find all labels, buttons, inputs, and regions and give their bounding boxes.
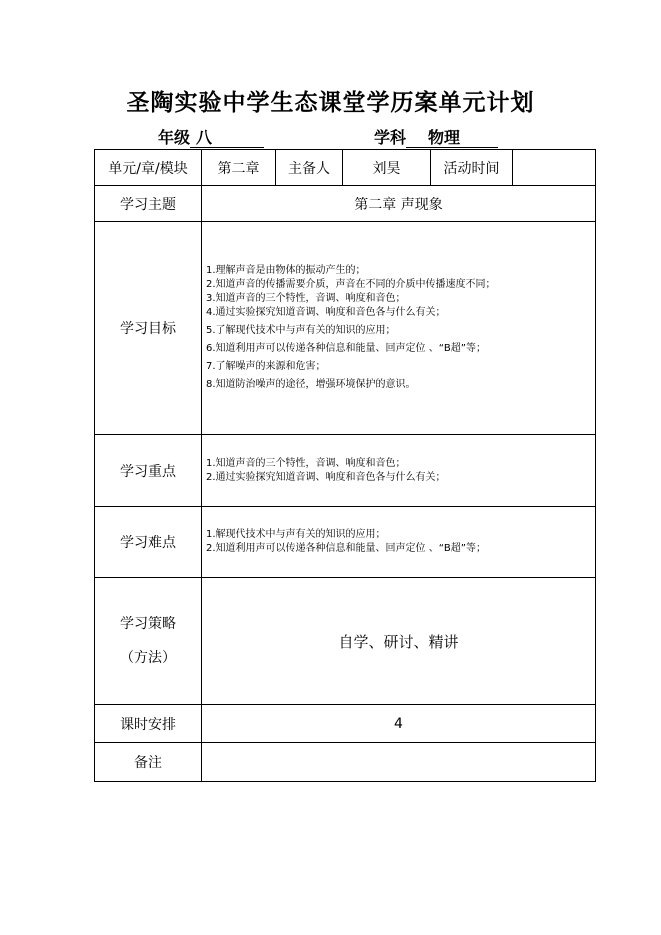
goals-label: 学习目标 [95, 222, 202, 435]
list-item: 2.知道利用声可以传递各种信息和能量、回声定位 、“B超”等； [206, 543, 486, 554]
table-row-difficulties [95, 507, 596, 578]
table-row-hours [95, 705, 596, 743]
key-points-label: 学习重点 [95, 435, 202, 507]
list-item: 1.解现代技术中与声有关的知识的应用； [206, 529, 386, 540]
preparer-value: 刘昊 [343, 150, 431, 186]
unit-plan-table [94, 149, 596, 782]
unit-value: 第二章 [202, 150, 276, 186]
theme-label: 学习主题 [95, 186, 202, 222]
document-title: 圣陶实验中学生态课堂学历案单元计划 [126, 89, 535, 116]
table-row-theme [95, 186, 596, 222]
subject-field [374, 125, 498, 148]
list-item: 1.理解声音是由物体的振动产生的； [206, 265, 366, 276]
list-item: 3.知道声音的三个特性，音调、响度和音色； [206, 293, 406, 304]
hours-label: 课时安排 [95, 705, 202, 743]
grade-label: 年级 [158, 128, 191, 147]
strategy-label [95, 578, 202, 705]
table-row-goals [95, 222, 596, 435]
subject-label: 学科 [374, 128, 407, 147]
key-points-list [202, 435, 596, 507]
list-item: 8.知道防治噪声的途径，增强环境保护的意识。 [206, 379, 416, 390]
table-row-notes [95, 743, 596, 782]
difficulties-label: 学习难点 [95, 507, 202, 578]
list-item: 6.知道利用声可以传递各种信息和能量、回声定位 、“B超”等； [206, 343, 486, 354]
list-item: 2.通过实验探究知道音调、响度和音色各与什么有关； [206, 471, 446, 483]
goals-list [202, 222, 596, 435]
strategy-label-line1: 学习策略 [120, 616, 176, 632]
strategy-value: 自学、研讨、精讲 [202, 578, 596, 705]
notes-label: 备注 [95, 743, 202, 782]
list-item: 2.知道声音的传播需要介质，声音在不同的介质中传播速度不同； [206, 279, 496, 290]
difficulties-list [202, 507, 596, 578]
table-row-key-points [95, 435, 596, 507]
grade-value: 八 [190, 129, 264, 148]
unit-label: 单元/章/模块 [95, 150, 202, 186]
grade-field [158, 125, 264, 148]
list-item: 1.知道声音的三个特性，音调、响度和音色； [206, 457, 406, 469]
table-row-unit [95, 150, 596, 186]
theme-value: 第二章 声现象 [202, 186, 596, 222]
list-item: 7.了解噪声的来源和危害； [206, 361, 326, 372]
hours-value: 4 [202, 705, 596, 743]
preparer-label: 主备人 [276, 150, 343, 186]
subject-value: 物理 [406, 129, 498, 148]
list-item: 5.了解现代技术中与声有关的知识的应用； [206, 325, 396, 336]
activity-time-label: 活动时间 [431, 150, 513, 186]
notes-value [202, 743, 596, 782]
list-item: 4.通过实验探究知道音调、响度和音色各与什么有关； [206, 307, 446, 318]
strategy-label-line2: （方法） [120, 650, 176, 666]
activity-time-value [513, 150, 596, 186]
table-row-strategy [95, 578, 596, 705]
